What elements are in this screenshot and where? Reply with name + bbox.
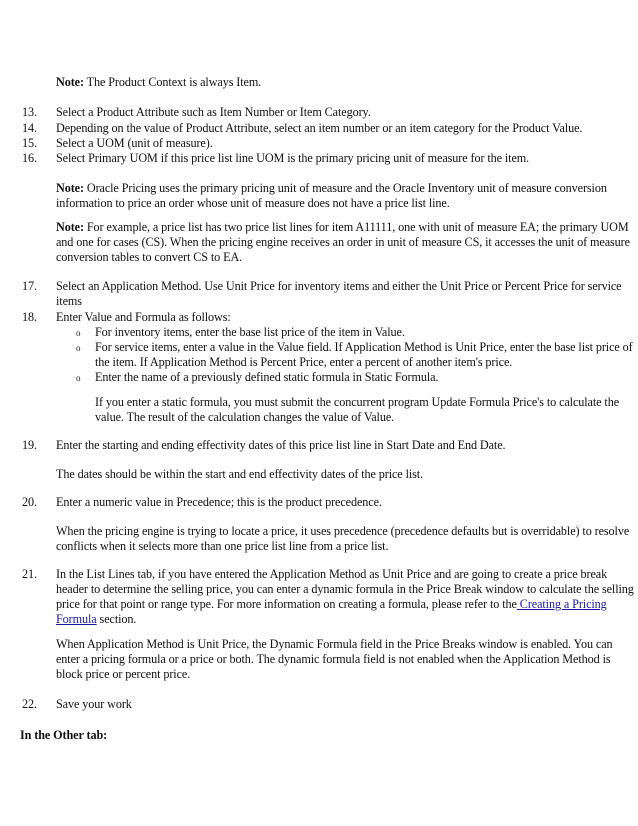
step-21-detail: When Application Method is Unit Price, the Dynamic Formula field in the Price Breaks window is enabled. You can enter a pricing formula or a price or both. The dynamic formula field is not enabled when the Application Method is block price or percent price. — [56, 637, 613, 681]
static-formula-note: If you enter a static formula, you must submit the concurrent program Update Formula Price's to calculate the value. The result of the calculation changes the value of Value. — [95, 395, 620, 424]
note-text: Oracle Pricing uses the primary pricing unit of measure and the Oracle Inventory unit of measure conversion information to price an order whose unit of measure does not have a price list line. — [56, 181, 607, 210]
step-15: Select a UOM (unit of measure). — [56, 136, 213, 150]
note-text: The Product Context is always Item. — [83, 75, 262, 89]
step-number: 15. — [22, 136, 37, 150]
step-20-detail: When the pricing engine is trying to locate a price, it uses precedence (precedence defaults but is overridable) to resolve conflicts when it selects more than one price list line from a price list. — [56, 524, 630, 553]
step-19: Enter the starting and ending effectivity dates of this price list line in Start Date and End Date. — [56, 438, 506, 452]
step-21-text-end: section. — [96, 612, 137, 626]
step-number: 20. — [22, 495, 37, 509]
step-13: Select a Product Attribute such as Item Number or Item Category. — [56, 105, 371, 119]
note-example — [56, 220, 636, 265]
step-19-detail: The dates should be within the start and end effectivity dates of the price list. — [56, 467, 424, 481]
step-21-text: In the List Lines tab, if you have entered the Application Method as Unit Price and are going to create a price break header to determine the selling price, you can enter a dynamic formula in the Price Break window to calculate the selling price for that point or range type. For more information on creating a formula, please refer to the — [56, 567, 634, 611]
step-number: 21. — [22, 567, 37, 581]
step-21 — [56, 567, 636, 627]
bullet-item: Enter the name of a previously defined static formula in Static Formula. — [95, 370, 439, 384]
note-primary-uom — [56, 181, 636, 211]
note-label: Note: — [56, 75, 84, 89]
bullet-item: For inventory items, enter the base list price of the item in Value. — [95, 325, 405, 339]
creating-pricing-formula-link[interactable]: Creating a Pricing Formula — [56, 597, 607, 626]
note-text: For example, a price list has two price list lines for item A11111, one with unit of measure EA; the primary UOM and one for cases (CS). When the pricing engine receives an order in unit of measure CS, it accesses the unit of measure conversion tables to convert CS to EA. — [56, 220, 630, 264]
step-20: Enter a numeric value in Precedence; this is the product precedence. — [56, 495, 382, 509]
step-number: 19. — [22, 438, 37, 452]
step-17: Select an Application Method. Use Unit Price for inventory items and either the Unit Price or Percent Price for service items — [56, 279, 622, 308]
step-22: Save your work — [56, 697, 132, 711]
bullet-icon: o — [76, 328, 81, 338]
step-number: 16. — [22, 151, 37, 165]
section-heading: In the Other tab: — [20, 728, 108, 742]
bullet-icon: o — [76, 343, 81, 353]
step-number: 22. — [22, 697, 37, 711]
bullet-icon: o — [76, 373, 81, 383]
bullet-item: For service items, enter a value in the Value field. If Application Method is Unit Price, enter the base list price of the item. If Application Method is Percent Price, enter a percent of another item's price. — [95, 340, 633, 369]
note-label: Note: — [56, 181, 84, 195]
note-label: Note: — [56, 220, 84, 234]
step-number: 18. — [22, 310, 37, 324]
step-16: Select Primary UOM if this price list line UOM is the primary pricing unit of measure for the item. — [56, 151, 530, 165]
step-number: 13. — [22, 105, 37, 119]
step-number: 17. — [22, 279, 37, 293]
step-18: Enter Value and Formula as follows: — [56, 310, 231, 324]
step-14: Depending on the value of Product Attribute, select an item number or an item category for the Product Value. — [56, 121, 583, 135]
step-number: 14. — [22, 121, 37, 135]
note-product-context — [56, 75, 636, 90]
